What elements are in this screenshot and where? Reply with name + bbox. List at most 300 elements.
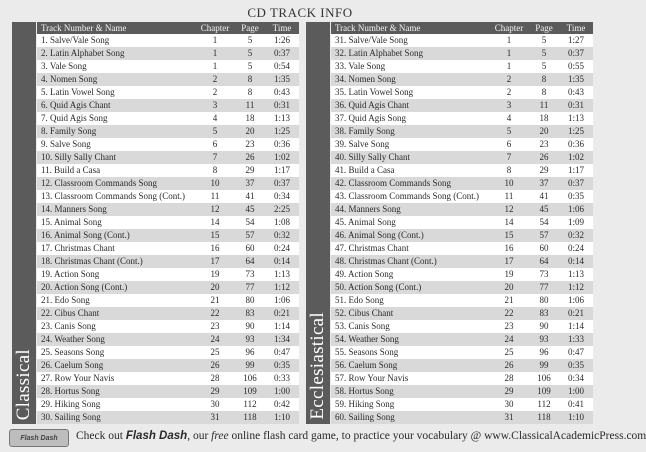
track-name-cell: 6. Quid Agis Chant: [41, 100, 111, 110]
table-row: [37, 385, 299, 398]
chapter-cell: 29: [504, 386, 514, 396]
track-name-cell: 57. Row Your Navis: [335, 373, 409, 383]
page-cell: 112: [537, 399, 551, 409]
chapter-cell: 12: [504, 204, 514, 214]
track-name-cell: 60. Sailing Song: [335, 412, 395, 422]
page-cell: 54: [245, 217, 255, 227]
chapter-cell: 2: [212, 87, 218, 97]
track-name-cell: 40. Silly Sally Chant: [335, 152, 411, 162]
table-row: [331, 60, 593, 73]
track-name-cell: 25. Seasons Song: [41, 347, 105, 357]
time-cell: 1:09: [567, 217, 584, 227]
chapter-cell: 23: [504, 321, 514, 331]
page-cell: 60: [245, 243, 255, 253]
time-cell: 1:26: [273, 35, 290, 45]
chapter-cell: 16: [504, 243, 514, 253]
page-cell: 41: [245, 191, 255, 201]
chapter-cell: 15: [504, 230, 514, 240]
chapter-cell: 10: [504, 178, 514, 188]
chapter-cell: 17: [504, 256, 514, 266]
track-name-cell: 19. Action Song: [41, 269, 100, 279]
track-name-cell: 41. Build a Casa: [335, 165, 395, 175]
track-name-cell: 35. Latin Vowel Song: [335, 87, 414, 97]
time-cell: 0:31: [273, 100, 290, 110]
time-cell: 0:37: [567, 48, 584, 58]
chapter-cell: 16: [210, 243, 220, 253]
page-cell: 93: [245, 334, 255, 344]
chapter-cell: 2: [212, 74, 218, 84]
time-cell: 1:35: [567, 74, 584, 84]
chapter-cell: 1: [212, 61, 218, 71]
table-row: [331, 112, 593, 125]
chapter-cell: 15: [210, 230, 220, 240]
chapter-cell: 24: [210, 334, 220, 344]
page-cell: 118: [243, 412, 257, 422]
time-cell: 1:33: [567, 334, 584, 344]
chapter-cell: 30: [210, 399, 220, 409]
chapter-cell: 17: [210, 256, 220, 266]
time-cell: 1:25: [567, 126, 584, 136]
chapter-cell: 30: [504, 399, 514, 409]
track-name-cell: 48. Christmas Chant (Cont.): [335, 256, 437, 266]
page-cell: 8: [541, 87, 547, 97]
table-row: [37, 372, 299, 385]
table-row: [331, 86, 593, 99]
time-cell: 0:42: [273, 399, 290, 409]
chapter-cell: 29: [210, 386, 220, 396]
time-cell: 0:37: [273, 178, 290, 188]
header-time: Time: [566, 23, 586, 33]
time-cell: 0:31: [567, 100, 584, 110]
chapter-cell: 28: [210, 373, 220, 383]
page-cell: 93: [539, 334, 549, 344]
page-cell: 60: [539, 243, 549, 253]
table-header-row: [331, 22, 593, 34]
header-chapter: Chapter: [494, 23, 524, 33]
table-row: [37, 268, 299, 281]
time-cell: 0:43: [567, 87, 584, 97]
table-row: [331, 294, 593, 307]
table-row: [331, 385, 593, 398]
chapter-cell: 1: [212, 48, 218, 58]
page-cell: 5: [541, 35, 547, 45]
track-name-cell: 29. Hiking Song: [41, 399, 101, 409]
chapter-cell: 22: [210, 308, 220, 318]
table-row: [331, 34, 593, 47]
time-cell: 1:10: [567, 412, 584, 422]
time-cell: 0:32: [273, 230, 290, 240]
page-cell: 18: [245, 113, 255, 123]
table-row: [37, 359, 299, 372]
track-name-cell: 50. Action Song (Cont.): [335, 282, 422, 292]
time-cell: 0:24: [273, 243, 290, 253]
track-name-cell: 26. Caelum Song: [41, 360, 104, 370]
page-cell: 37: [539, 178, 549, 188]
page-cell: 109: [537, 386, 551, 396]
page-cell: 45: [539, 204, 549, 214]
time-cell: 2:25: [273, 204, 290, 214]
track-name-cell: 55. Seasons Song: [335, 347, 399, 357]
chapter-cell: 19: [210, 269, 220, 279]
track-name-cell: 34. Nomen Song: [335, 74, 396, 84]
chapter-cell: 25: [504, 347, 514, 357]
page-cell: 83: [539, 308, 549, 318]
footer-text-middle: , our: [187, 430, 212, 442]
table-row: [331, 47, 593, 60]
page-cell: 37: [245, 178, 255, 188]
chapter-cell: 11: [504, 191, 514, 201]
table-row: [331, 268, 593, 281]
page-cell: 77: [245, 282, 255, 292]
table-row: [37, 216, 299, 229]
chapter-cell: 10: [210, 178, 220, 188]
ecclesiastical-panel: [306, 22, 589, 424]
page-cell: 64: [539, 256, 549, 266]
chapter-cell: 7: [212, 152, 218, 162]
track-name-cell: 5. Latin Vowel Song: [41, 87, 115, 97]
table-row: [331, 281, 593, 294]
track-name-cell: 46. Animal Song (Cont.): [335, 230, 424, 240]
track-name-cell: 42. Classroom Commands Song: [335, 178, 452, 188]
table-row: [331, 190, 593, 203]
track-name-cell: 3. Vale Song: [41, 61, 87, 71]
track-name-cell: 56. Caelum Song: [335, 360, 398, 370]
ecclesiastical-track-table: [331, 22, 593, 424]
chapter-cell: 5: [212, 126, 218, 136]
time-cell: 0:37: [567, 178, 584, 188]
page-cell: 26: [245, 152, 255, 162]
chapter-cell: 3: [212, 100, 218, 110]
table-row: [37, 320, 299, 333]
table-row: [37, 73, 299, 86]
page-cell: 54: [539, 217, 549, 227]
page-cell: 80: [245, 295, 255, 305]
header-page: Page: [535, 23, 553, 33]
time-cell: 1:08: [273, 217, 290, 227]
chapter-cell: 19: [504, 269, 514, 279]
time-cell: 1:06: [567, 204, 584, 214]
table-row: [37, 307, 299, 320]
track-name-cell: 4. Nomen Song: [41, 74, 98, 84]
table-row: [331, 138, 593, 151]
time-cell: 0:33: [273, 373, 290, 383]
time-cell: 1:35: [273, 74, 290, 84]
chapter-cell: 26: [504, 360, 514, 370]
table-row: [331, 99, 593, 112]
track-name-cell: 54. Weather Song: [335, 334, 399, 344]
page-cell: 106: [537, 373, 551, 383]
time-cell: 0:41: [567, 399, 584, 409]
page-cell: 64: [245, 256, 255, 266]
chapter-cell: 20: [210, 282, 220, 292]
time-cell: 1:13: [567, 113, 584, 123]
table-row: [331, 411, 593, 424]
page-title: CD TRACK INFO: [247, 5, 353, 20]
table-row: [37, 411, 299, 424]
time-cell: 0:34: [567, 373, 584, 383]
page-cell: 96: [539, 347, 549, 357]
table-row: [331, 125, 593, 138]
chapter-cell: 1: [506, 35, 512, 45]
ecclesiastical-sidebar: [306, 22, 330, 424]
table-header-row: [37, 22, 299, 34]
chapter-cell: 24: [504, 334, 514, 344]
table-row: [331, 216, 593, 229]
track-name-cell: 7. Quid Agis Song: [41, 113, 108, 123]
track-name-cell: 9. Salve Song: [41, 139, 91, 149]
track-name-cell: 51. Edo Song: [335, 295, 384, 305]
page-cell: 90: [245, 321, 255, 331]
chapter-cell: 4: [212, 113, 218, 123]
track-name-cell: 39. Salve Song: [335, 139, 390, 149]
page-cell: 90: [539, 321, 549, 331]
page-cell: 96: [245, 347, 255, 357]
table-row: [331, 151, 593, 164]
time-cell: 0:21: [567, 308, 584, 318]
table-row: [331, 203, 593, 216]
track-name-cell: 22. Cibus Chant: [41, 308, 100, 318]
page-cell: 73: [245, 269, 255, 279]
time-cell: 0:35: [567, 191, 584, 201]
track-name-cell: 49. Action Song: [335, 269, 394, 279]
classical-panel: [12, 22, 295, 424]
page-cell: 11: [245, 100, 255, 110]
table-row: [331, 242, 593, 255]
table-row: [37, 190, 299, 203]
time-cell: 1:13: [567, 269, 584, 279]
page-cell: 8: [247, 87, 253, 97]
page-cell: 80: [539, 295, 549, 305]
table-row: [37, 203, 299, 216]
chapter-cell: 2: [506, 74, 512, 84]
track-name-cell: 20. Action Song (Cont.): [41, 282, 128, 292]
chapter-cell: 6: [506, 139, 512, 149]
chapter-cell: 26: [210, 360, 220, 370]
chapter-cell: 1: [506, 48, 512, 58]
time-cell: 1:10: [273, 412, 290, 422]
time-cell: 0:54: [273, 61, 290, 71]
page-cell: 23: [539, 139, 549, 149]
page-cell: 112: [243, 399, 257, 409]
track-name-cell: 2. Latin Alphabet Song: [41, 48, 125, 58]
table-row: [37, 229, 299, 242]
chapter-cell: 8: [212, 165, 218, 175]
track-name-cell: 24. Weather Song: [41, 334, 105, 344]
track-name-cell: 58. Hortus Song: [335, 386, 394, 396]
track-name-cell: 33. Vale Song: [335, 61, 386, 71]
time-cell: 1:27: [567, 35, 584, 45]
time-cell: 0:47: [567, 347, 584, 357]
page-cell: 77: [539, 282, 549, 292]
classical-sidebar: [12, 22, 36, 424]
time-cell: 1:12: [567, 282, 584, 292]
track-name-cell: 28. Hortus Song: [41, 386, 100, 396]
track-name-cell: 30. Sailing Song: [41, 412, 101, 422]
table-row: [37, 346, 299, 359]
time-cell: 0:32: [567, 230, 584, 240]
table-row: [331, 229, 593, 242]
table-row: [37, 281, 299, 294]
page-cell: 106: [243, 373, 257, 383]
time-cell: 0:14: [273, 256, 290, 266]
time-cell: 1:17: [567, 165, 584, 175]
time-cell: 0:35: [567, 360, 584, 370]
track-name-cell: 47. Christmas Chant: [335, 243, 409, 253]
track-name-cell: 21. Edo Song: [41, 295, 90, 305]
footer-text-after: online flash card game, to practice your vocabulary @ www.ClassicalAcademicPress.com: [228, 430, 646, 442]
chapter-cell: 21: [504, 295, 514, 305]
track-name-cell: 17. Christmas Chant: [41, 243, 115, 253]
time-cell: 1:14: [273, 321, 290, 331]
table-row: [331, 333, 593, 346]
header-chapter: Chapter: [200, 23, 230, 33]
table-row: [37, 60, 299, 73]
table-row: [331, 372, 593, 385]
track-name-cell: 27. Row Your Navis: [41, 373, 115, 383]
page-cell: 26: [539, 152, 549, 162]
table-row: [37, 47, 299, 60]
chapter-cell: 4: [506, 113, 512, 123]
time-cell: 0:21: [273, 308, 290, 318]
table-row: [37, 242, 299, 255]
track-name-cell: 11. Build a Casa: [41, 165, 101, 175]
page-cell: 5: [247, 48, 253, 58]
page-cell: 109: [243, 386, 257, 396]
track-name-cell: 14. Manners Song: [41, 204, 107, 214]
track-name-cell: 12. Classroom Commands Song: [41, 178, 158, 188]
page-cell: 5: [541, 48, 547, 58]
chapter-cell: 23: [210, 321, 220, 331]
time-cell: 1:14: [567, 321, 584, 331]
time-cell: 1:06: [273, 295, 290, 305]
page-cell: 29: [539, 165, 549, 175]
table-row: [331, 346, 593, 359]
track-name-cell: 44. Manners Song: [335, 204, 401, 214]
track-name-cell: 38. Family Song: [335, 126, 395, 136]
time-cell: 0:14: [567, 256, 584, 266]
page-cell: 45: [245, 204, 255, 214]
page-cell: 57: [245, 230, 255, 240]
track-name-cell: 31. Salve/Vale Song: [335, 35, 408, 45]
time-cell: 1:25: [273, 126, 290, 136]
footer: [0, 428, 646, 448]
chapter-cell: 5: [506, 126, 512, 136]
table-row: [37, 138, 299, 151]
page-cell: 83: [245, 308, 255, 318]
track-name-cell: 43. Classroom Commands Song (Cont.): [335, 191, 480, 201]
table-row: [331, 177, 593, 190]
classical-label: Classical: [13, 348, 34, 420]
table-row: [331, 73, 593, 86]
chapter-cell: 1: [212, 35, 218, 45]
time-cell: 1:00: [567, 386, 584, 396]
time-cell: 1:34: [273, 334, 290, 344]
track-name-cell: 53. Canis Song: [335, 321, 390, 331]
header-track-name: Track Number & Name: [41, 23, 127, 33]
track-name-cell: 8. Family Song: [41, 126, 97, 136]
table-row: [37, 86, 299, 99]
page-cell: 5: [247, 61, 253, 71]
page-cell: 99: [539, 360, 549, 370]
time-cell: 0:43: [273, 87, 290, 97]
chapter-cell: 21: [210, 295, 220, 305]
chapter-cell: 31: [504, 412, 514, 422]
page-cell: 11: [539, 100, 549, 110]
page-cell: 118: [537, 412, 551, 422]
header-page: Page: [241, 23, 259, 33]
time-cell: 1:00: [273, 386, 290, 396]
flash-dash-logo: Flash Dash: [9, 429, 69, 447]
chapter-cell: 14: [210, 217, 220, 227]
page-cell: 5: [247, 35, 253, 45]
table-row: [37, 99, 299, 112]
chapter-cell: 12: [210, 204, 220, 214]
track-name-cell: 36. Quid Agis Chant: [335, 100, 410, 110]
page-cell: 29: [245, 165, 255, 175]
table-row: [37, 34, 299, 47]
table-row: [37, 255, 299, 268]
table-row: [37, 333, 299, 346]
track-name-cell: 59. Hiking Song: [335, 399, 395, 409]
time-cell: 1:02: [273, 152, 290, 162]
track-name-cell: 10. Silly Sally Chant: [41, 152, 117, 162]
page-cell: 73: [539, 269, 549, 279]
table-row: [331, 307, 593, 320]
track-name-cell: 37. Quid Agis Song: [335, 113, 407, 123]
ecclesiastical-label: Ecclesiastical: [307, 312, 328, 420]
footer-brand: Flash Dash: [125, 430, 188, 442]
chapter-cell: 8: [506, 165, 512, 175]
time-cell: 1:12: [273, 282, 290, 292]
track-name-cell: 16. Animal Song (Cont.): [41, 230, 130, 240]
footer-free: free: [211, 430, 229, 442]
time-cell: 1:13: [273, 269, 290, 279]
time-cell: 0:55: [567, 61, 584, 71]
page-cell: 5: [541, 61, 547, 71]
footer-text: [76, 430, 646, 442]
page-cell: 20: [245, 126, 255, 136]
time-cell: 0:36: [567, 139, 584, 149]
chapter-cell: 6: [212, 139, 218, 149]
time-cell: 0:35: [273, 360, 290, 370]
chapter-cell: 2: [506, 87, 512, 97]
table-row: [37, 125, 299, 138]
page-cell: 8: [541, 74, 547, 84]
classical-track-table: [37, 22, 299, 424]
track-name-cell: 32. Latin Alphabet Song: [335, 48, 423, 58]
chapter-cell: 31: [210, 412, 220, 422]
chapter-cell: 22: [504, 308, 514, 318]
time-cell: 1:17: [273, 165, 290, 175]
table-row: [331, 164, 593, 177]
track-name-cell: 18. Christmas Chant (Cont.): [41, 256, 143, 266]
track-name-cell: 15. Animal Song: [41, 217, 102, 227]
chapter-cell: 20: [504, 282, 514, 292]
table-row: [37, 177, 299, 190]
page-cell: 8: [247, 74, 253, 84]
time-cell: 1:02: [567, 152, 584, 162]
table-row: [37, 151, 299, 164]
time-cell: 0:24: [567, 243, 584, 253]
footer-text-before: Check out: [76, 430, 126, 442]
table-row: [331, 398, 593, 411]
chapter-cell: 28: [504, 373, 514, 383]
table-row: [331, 255, 593, 268]
table-row: [37, 164, 299, 177]
page-cell: 41: [539, 191, 549, 201]
chapter-cell: 14: [504, 217, 514, 227]
time-cell: 0:36: [273, 139, 290, 149]
